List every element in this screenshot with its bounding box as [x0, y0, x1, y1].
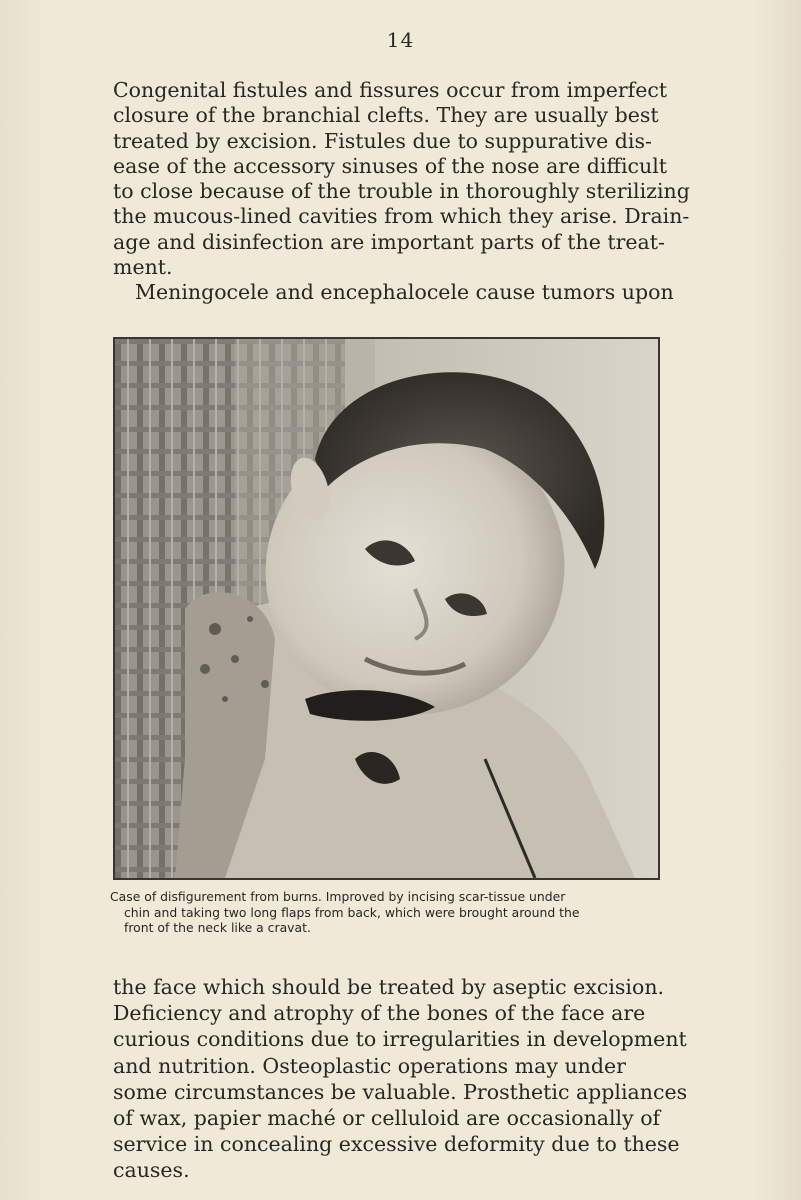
text-line: closure of the branchial clefts. They are usually best — [113, 103, 659, 128]
text-line: the face which should be treated by aseptic excision. — [113, 975, 665, 999]
text-line: Deficiency and atrophy of the bones of the face are — [113, 1001, 646, 1026]
text-line: of wax, papier maché or celluloid are occasionally of — [113, 1106, 661, 1131]
text-line: to close because of the trouble in thoroughly sterilizing — [113, 179, 690, 204]
patient-photo — [115, 339, 658, 878]
text-line: ment. — [113, 255, 173, 280]
text-line: Congenital fistules and fissures occur from imperfect — [113, 78, 668, 102]
figure-photograph — [113, 337, 660, 880]
body-text-bottom — [113, 974, 699, 1184]
figure-caption — [110, 889, 710, 936]
page-number: 14 — [386, 28, 415, 52]
text-line: treated by excision. Fistules due to suppurative dis- — [113, 128, 652, 153]
text-line: age and disinfection are important parts of the treat- — [113, 229, 665, 254]
caption-line: Case of disfigurement from burns. Improved by incising scar-tissue under — [110, 889, 566, 904]
text-line: the mucous-lined cavities from which they arise. Drain- — [113, 204, 690, 229]
text-line: and nutrition. Osteoplastic operations may under — [113, 1053, 626, 1078]
text-line: ease of the accessory sinuses of the nose are difficult — [113, 153, 668, 178]
text-line: some circumstances be valuable. Prosthetic appliances — [113, 1079, 688, 1104]
text-line: Meningocele and encephalocele cause tumors upon — [135, 280, 674, 305]
body-text-top — [113, 78, 699, 306]
text-line: causes. — [113, 1158, 190, 1183]
text-line: curious conditions due to irregularities in development — [113, 1027, 687, 1052]
caption-line: front of the neck like a cravat. — [124, 920, 311, 935]
caption-line: chin and taking two long flaps from back, which were brought around the — [124, 904, 580, 920]
text-line: service in concealing excessive deformity due to these — [113, 1132, 680, 1157]
